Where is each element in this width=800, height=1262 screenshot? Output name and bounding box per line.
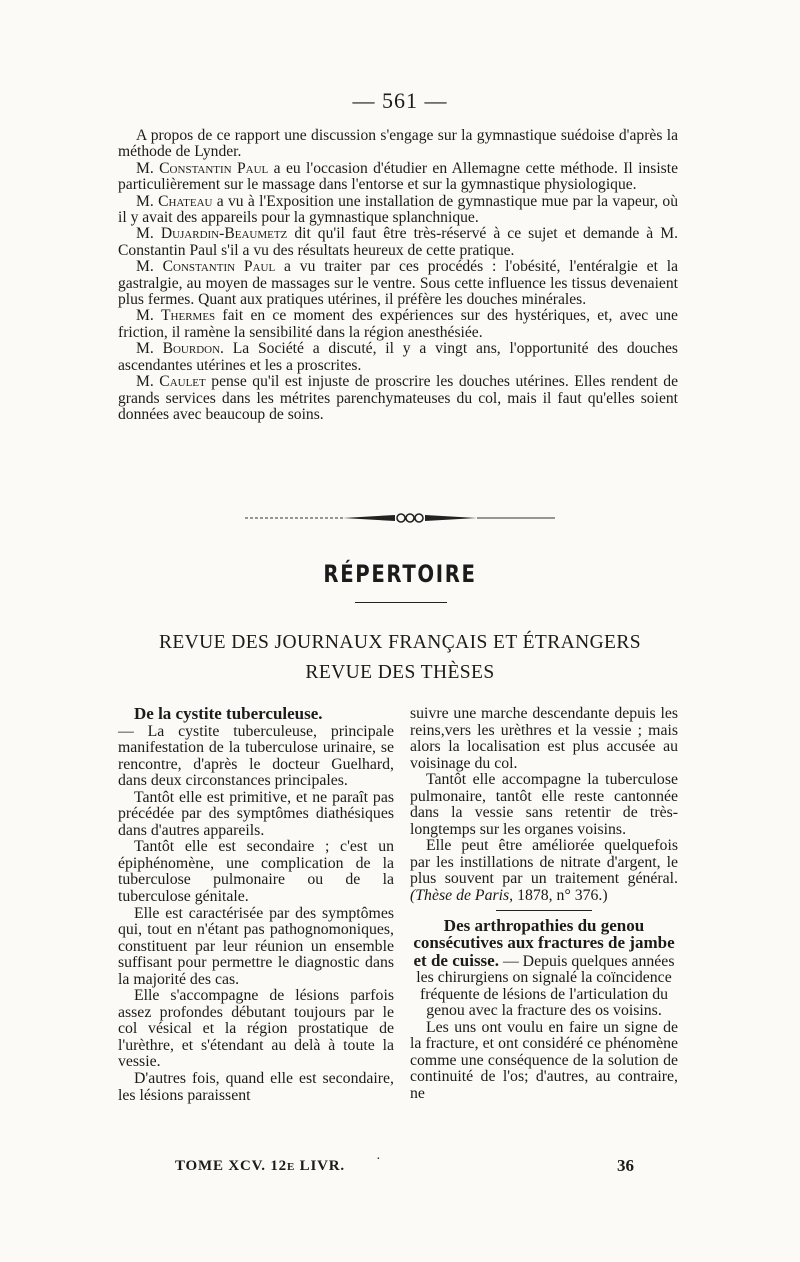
discussion-paragraph: M. Caulet pense qu'il est injuste de proscrire les douches utérines. Elles rendent de grands services dans les métrites parenchymateuses du col, mais il faut qu'elles soient données avec beaucoup de soins. — [118, 373, 678, 423]
citation-end: 1878, n° 376.) — [517, 887, 608, 905]
article-paragraph: Tantôt elle accompagne la tuberculose pulmonaire, tantôt elle reste cantonnée dans la vessie sans retentir de très-longtemps sur les organes voisins. — [410, 771, 678, 838]
speaker-name: Bourdon — [162, 340, 221, 358]
article-paragraph: D'autres fois, quand elle est secondaire, les lésions paraissent — [118, 1070, 394, 1104]
article-paragraph: Elle peut être améliorée quelquefois par les instillations de nitrate d'argent, le plus souvent par un traitement général. (Thèse de Paris, 1878, n° 376.) — [410, 837, 678, 905]
article-paragraph: Tantôt elle est primitive, et ne paraît pas précédée par des symptômes diathésiques dans d'autres appareils. — [118, 788, 394, 839]
speaker-name: Constantin Paul — [162, 258, 276, 276]
discussion-paragraph: M. Dujardin-Beaumetz dit qu'il faut être très-réservé à ce sujet et demande à M. Constantin Paul s'il a vu des résultats heureux de cette pratique. — [118, 225, 678, 259]
speaker-name: Dujardin-Beaumetz — [160, 225, 288, 243]
article-paragraph: Tantôt elle est secondaire ; c'est un épiphénomène, une complication de la tuberculose pulmonaire ou de la tuberculose génitale. — [118, 838, 394, 906]
ornament-divider — [245, 506, 555, 530]
article-paragraph — [118, 706, 394, 724]
article-paragraph: Elle s'accompagne de lésions parfois assez profondes débutant toujours par le col vésical et la région prostatique de l'urèthre, et s'étendant au delà à toute la vessie. — [118, 987, 394, 1071]
speaker-name: Thermes — [161, 307, 216, 325]
article-paragraph: Elle est caractérisée par des symptômes qui, tout en n'étant pas pathognomoniques, constituent par leur réunion un ensemble suffisant pour permettre le diagnostic dans la majorité des cas. — [118, 904, 394, 988]
discussion-paragraph: M. Thermes fait en ce moment des expériences sur des hystériques, et, avec une friction, il ramène la sensibilité dans la région anesthésiée. — [118, 307, 678, 341]
discussion-paragraph: M. Bourdon. La Société a discuté, il y a vingt ans, l'opportunité des douches ascendantes utérines et les a proscrites. — [118, 340, 678, 374]
article-paragraph: Les uns ont voulu en faire un signe de la fracture, et ont considéré ce phénomène comme une conséquence de la solution de continuité de l'os; d'autres, au contraire, ne — [410, 1018, 678, 1103]
article-paragraph: suivre une marche descendante depuis les reins,vers les urèthres et la vessie ; mais alors la localisation est plus accusée au voisinage du col. — [410, 705, 678, 772]
section-heading: RÉPERTOIRE — [323, 560, 477, 588]
article-paragraph: — La cystite tuberculeuse, principale manifestation de la tuberculose urinaire, se rencontre, d'après le docteur Guelhard, dans deux circonstances principales. — [118, 722, 394, 790]
left-column — [118, 706, 394, 1104]
speaker-name: Constantin Paul — [159, 159, 269, 177]
column-rule — [496, 910, 592, 911]
discussion-paragraph: M. Constantin Paul a vu traiter par ces procédés : l'obésité, l'entéralgie et la gastralgie, au moyen de massages sur le ventre. Sous cette influence les tissus devenaient plus fermes. Quant aux pratiques utérines, il préfère les douches minérales. — [118, 258, 678, 309]
citation: (Thèse de Paris, — [410, 887, 514, 905]
discussion-section — [118, 128, 678, 423]
discussion-paragraph: M. Chateau a vu à l'Exposition une installation de gymnastique mue par la vapeur, où il y avait des appareils pour la gymnastique splanchnique. — [118, 192, 678, 227]
subheading-line-1: REVUE DES JOURNAUX FRANÇAIS ET ÉTRANGERS — [158, 632, 642, 653]
speaker-name: Chateau — [158, 192, 213, 210]
article-title: De la cystite tuberculeuse. — [134, 704, 323, 723]
right-column — [410, 706, 678, 1103]
footer-volume: TOME XCV. 12e LIVR. — [175, 1158, 345, 1174]
subheading — [0, 628, 800, 688]
discussion-paragraph: M. Constantin Paul a eu l'occasion d'étudier en Allemagne cette méthode. Il insiste particulièrement sur le massage dans l'entorse et sur la gymnastique physiologique. — [118, 159, 678, 194]
footer-signature: 36 — [617, 1156, 634, 1175]
article-title-paragraph: Des arthropathies du genou consécutives aux fractures de jambe et de cuisse. — Depuis quelques années les chirurgiens on signalé la coïncidence fréquente de lésions de l'articulation du genou avec la fracture des os voisins. — [413, 915, 675, 1020]
page-number: — 561 — — [352, 88, 448, 113]
article-title: Des arthropathies du genou consécutives aux fractures de jambe et de cuisse. — [413, 915, 675, 970]
discussion-paragraph: A propos de ce rapport une discussion s'engage sur la gymnastique suédoise d'après la méthode de Lynder. — [118, 127, 678, 161]
heading-rule — [355, 602, 447, 603]
footer-dot: · — [376, 1152, 381, 1167]
subheading-line-2: REVUE DES THÈSES — [305, 662, 495, 683]
speaker-name: Caulet — [159, 373, 206, 391]
